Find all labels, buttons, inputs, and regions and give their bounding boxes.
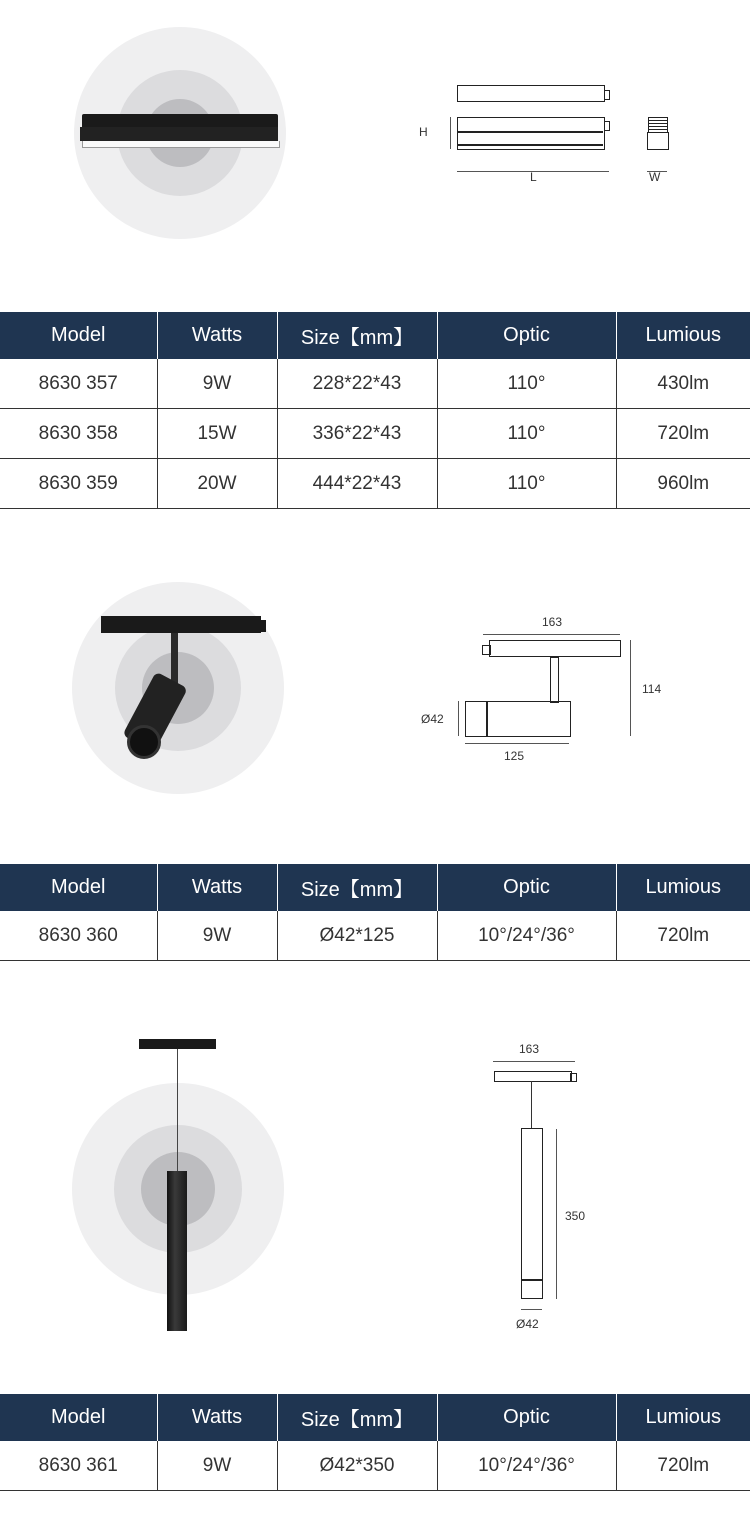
diagram-label-length: L	[530, 170, 537, 184]
cell-optic: 110°	[437, 459, 616, 509]
cell-watts: 9W	[157, 911, 277, 961]
spec-table-spot	[0, 864, 750, 961]
header-lumious: Lumious	[616, 312, 750, 359]
table-row	[0, 409, 750, 459]
table-header-row	[0, 312, 750, 359]
cell-model: 8630 360	[0, 911, 157, 961]
product-image-spot	[70, 580, 286, 796]
table-row	[0, 1441, 750, 1491]
product-image-pendant	[70, 1035, 286, 1335]
table-row	[0, 459, 750, 509]
cell-lumious: 430lm	[616, 359, 750, 409]
header-model: Model	[0, 864, 157, 911]
table-row	[0, 359, 750, 409]
cell-size: Ø42*125	[277, 911, 437, 961]
diagram-label-length: 125	[504, 749, 525, 763]
header-lumious: Lumious	[616, 864, 750, 911]
cell-lumious: 720lm	[616, 1441, 750, 1491]
diagram-label-top-width: 163	[519, 1042, 540, 1056]
cell-model: 8630 358	[0, 409, 157, 459]
cell-size: 444*22*43	[277, 459, 437, 509]
cell-optic: 10°/24°/36°	[437, 911, 616, 961]
header-optic: Optic	[437, 1394, 616, 1441]
table-header-row	[0, 864, 750, 911]
header-size: Size【mm】	[277, 864, 437, 911]
dimension-diagram-linear	[410, 80, 690, 190]
cell-model: 8630 359	[0, 459, 157, 509]
cell-optic: 110°	[437, 409, 616, 459]
spec-table-pendant	[0, 1394, 750, 1491]
cell-size: 228*22*43	[277, 359, 437, 409]
diagram-label-width: W	[649, 170, 661, 184]
header-lumious: Lumious	[616, 1394, 750, 1441]
cell-watts: 9W	[157, 1441, 277, 1491]
spec-table-linear	[0, 312, 750, 509]
table-row	[0, 911, 750, 961]
cell-size: 336*22*43	[277, 409, 437, 459]
cell-optic: 110°	[437, 359, 616, 409]
diagram-label-height: 114	[642, 682, 662, 696]
cell-model: 8630 361	[0, 1441, 157, 1491]
header-size: Size【mm】	[277, 312, 437, 359]
header-optic: Optic	[437, 312, 616, 359]
header-watts: Watts	[157, 864, 277, 911]
dimension-diagram-pendant	[470, 1035, 620, 1335]
diagram-label-diameter: Ø42	[516, 1317, 539, 1331]
cell-lumious: 720lm	[616, 409, 750, 459]
cell-lumious: 960lm	[616, 459, 750, 509]
header-watts: Watts	[157, 1394, 277, 1441]
cell-watts: 9W	[157, 359, 277, 409]
cell-size: Ø42*350	[277, 1441, 437, 1491]
cell-lumious: 720lm	[616, 911, 750, 961]
header-model: Model	[0, 1394, 157, 1441]
diagram-label-diameter: Ø42	[421, 712, 444, 726]
header-watts: Watts	[157, 312, 277, 359]
product-image-linear	[70, 25, 290, 245]
cell-optic: 10°/24°/36°	[437, 1441, 616, 1491]
dimension-diagram-spot	[410, 600, 690, 770]
cell-watts: 20W	[157, 459, 277, 509]
diagram-label-top-width: 163	[542, 615, 563, 629]
header-size: Size【mm】	[277, 1394, 437, 1441]
table-header-row	[0, 1394, 750, 1441]
header-optic: Optic	[437, 864, 616, 911]
cell-watts: 15W	[157, 409, 277, 459]
diagram-label-height: H	[419, 125, 428, 139]
cell-model: 8630 357	[0, 359, 157, 409]
header-model: Model	[0, 312, 157, 359]
diagram-label-height: 350	[565, 1209, 586, 1223]
